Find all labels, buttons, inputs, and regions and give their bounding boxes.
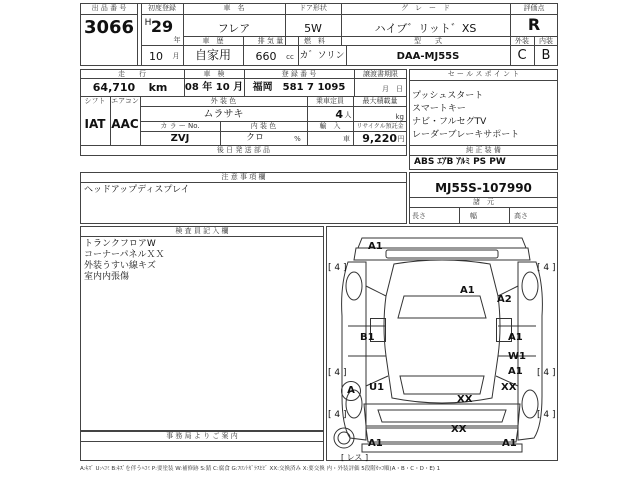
tread-mid-left: [ 4 ] bbox=[328, 368, 347, 378]
tread-front-left: [ 4 ] bbox=[328, 263, 347, 273]
mileage-label: 走 行 bbox=[118, 70, 146, 78]
first-reg-label: 初度登録 bbox=[148, 4, 176, 12]
first-reg-year: 29 bbox=[150, 17, 174, 36]
damage-mark: A1 bbox=[508, 366, 523, 377]
inspector-note-2: コーナーパネルＸＸ bbox=[84, 250, 165, 260]
car-name-label: 車 名 bbox=[223, 4, 245, 12]
color-number: ZVJ bbox=[170, 133, 190, 144]
frame-number: MJ55S-107990 bbox=[435, 181, 532, 195]
sales-point-4: レーダーブレーキサポート bbox=[412, 130, 520, 140]
damage-mark: A1 bbox=[460, 285, 475, 296]
tread-rear-left: [ 4 ] bbox=[328, 410, 347, 420]
damage-mark: A1 bbox=[368, 438, 383, 449]
displacement-label: 排 気 量 bbox=[257, 37, 284, 45]
damage-mark-circled: A bbox=[341, 381, 361, 401]
percent-unit: % bbox=[294, 135, 301, 143]
ext-label: 外装 bbox=[515, 37, 529, 45]
inspector-note-1: トランクフロアW bbox=[84, 239, 156, 249]
equipment: ABS ｴｱB ｱﾙﾐ PS PW bbox=[414, 157, 506, 167]
lot-number: 3066 bbox=[83, 17, 135, 38]
mileage-unit: km bbox=[148, 81, 168, 94]
eval-score: R bbox=[527, 15, 541, 34]
damage-mark: A1 bbox=[368, 241, 383, 252]
model-label: 型 式 bbox=[414, 37, 442, 45]
tread-mid-right: [ 4 ] bbox=[537, 368, 556, 378]
car-name: フレア bbox=[217, 22, 251, 35]
eval-label: 評価点 bbox=[523, 4, 545, 12]
capacity-unit: 人 bbox=[344, 111, 352, 119]
notes-label: 注 意 事 項 欄 bbox=[221, 173, 266, 181]
load-label: 最大積載量 bbox=[362, 97, 398, 105]
damage-mark: A2 bbox=[497, 294, 512, 305]
tread-rear-right: [ 4 ] bbox=[537, 410, 556, 420]
door-label: ドア形状 bbox=[299, 4, 327, 12]
sales-point-3: ナビ・フルセグTV bbox=[412, 117, 487, 127]
registration-number: 福岡 581 7 1095 bbox=[252, 82, 346, 93]
body-color: ムラサキ bbox=[203, 109, 244, 120]
cc-unit: cc bbox=[286, 53, 294, 61]
registration-label: 登 録 番 号 bbox=[281, 70, 317, 78]
equipment-label: 純 正 装 備 bbox=[466, 146, 501, 154]
import-value: 車 bbox=[343, 135, 350, 143]
int-score: B bbox=[541, 48, 551, 63]
first-reg-month: 10 bbox=[149, 50, 163, 63]
inspector-note-3: 外装うすい線キズ bbox=[84, 261, 156, 271]
recycle-label: リサイクル預託金 bbox=[356, 123, 404, 130]
inspector-note-4: 室内内張傷 bbox=[84, 272, 130, 282]
fuel: カ゛ソリン bbox=[299, 51, 345, 61]
era: H bbox=[144, 18, 152, 28]
dims-label: 諸 元 bbox=[473, 198, 494, 206]
grade-label: グ レ ー ド bbox=[401, 4, 450, 12]
displacement: 660 bbox=[255, 50, 277, 63]
sales-point-1: プッシュスタート bbox=[412, 91, 484, 101]
int-label: 内装 bbox=[539, 37, 553, 45]
month-unit: 月 bbox=[172, 52, 180, 60]
inspection-label: 車 検 bbox=[203, 70, 225, 78]
shift-label: シフト bbox=[84, 97, 106, 105]
color-no-label: カ ラ ー No. bbox=[160, 122, 200, 130]
damage-mark: XX bbox=[451, 424, 467, 435]
yen-unit: 円 bbox=[397, 135, 405, 143]
spare-tire-label: [ レス ] bbox=[341, 453, 369, 462]
damage-mark: XX bbox=[501, 382, 517, 393]
damage-mark: U1 bbox=[369, 382, 385, 393]
damage-mark: W1 bbox=[508, 351, 526, 362]
usage: 自家用 bbox=[194, 48, 231, 62]
import-label: 輸 入 bbox=[319, 122, 341, 130]
lot-label: 出 品 番 号 bbox=[91, 4, 127, 12]
capacity-label: 乗車定員 bbox=[316, 97, 344, 105]
damage-mark: A1 bbox=[508, 332, 523, 343]
width-label: 幅 bbox=[470, 212, 477, 220]
parts-label: 後 日 発 送 部 品 bbox=[216, 146, 271, 154]
door-shape: 5W bbox=[304, 22, 322, 35]
transfer-label: 譲渡書期限 bbox=[363, 70, 398, 78]
load-unit: kg bbox=[395, 113, 404, 121]
damage-mark: XX bbox=[457, 394, 473, 405]
mileage: 64,710 bbox=[92, 81, 136, 94]
color-label: 外 装 色 bbox=[210, 97, 237, 105]
shift: IAT bbox=[84, 117, 106, 131]
model: DAA-MJ55S bbox=[396, 51, 460, 62]
tread-front-right: [ 4 ] bbox=[537, 263, 556, 273]
int-color-label: 内 装 色 bbox=[250, 122, 277, 130]
ext-score: C bbox=[517, 48, 527, 63]
grade: ハイブ゛リット゛XS bbox=[374, 22, 477, 35]
recycle-fee: 9,220 bbox=[362, 132, 397, 145]
inspection-date: 08 年 10 月 bbox=[184, 82, 244, 93]
transfer-date: 月 日 bbox=[382, 85, 403, 93]
damage-mark: A1 bbox=[502, 438, 517, 449]
interior-color: クロ bbox=[245, 133, 264, 143]
fuel-label: 燃 料 bbox=[304, 37, 325, 45]
damage-mark: B1 bbox=[360, 332, 375, 343]
office-label: 事 務 局 よ り ご 案 内 bbox=[166, 432, 238, 440]
ac-label: エアコン bbox=[111, 97, 139, 105]
capacity: 4 bbox=[335, 108, 343, 121]
year-unit: 年 bbox=[173, 36, 181, 44]
length-label: 長さ bbox=[412, 212, 426, 220]
usage-label: 車 歴 bbox=[202, 37, 224, 45]
legend: A:ｷｽﾞ U:ﾍｺﾐ B:ｷｽﾞを伴うﾍｺﾐ P:要塗装 W:補修跡 S:錆 C:腐食 G:ﾌﾛﾝﾄｶﾞﾗｽﾋﾋﾞ XX:交換済み X:要交換 内・外装評価 5段階ｶｯｺ順(A・B・C・D・E) 1 bbox=[80, 466, 441, 472]
height-label: 高さ bbox=[514, 212, 528, 220]
sales-point-2: スマートキー bbox=[412, 104, 466, 114]
notes: ヘッドアップディスプレイ bbox=[84, 185, 190, 195]
inspector-label: 検 査 員 記 入 欄 bbox=[175, 227, 229, 235]
air-con: AAC bbox=[111, 117, 139, 131]
sales-point-label: セ ー ル ス ポ イ ン ト bbox=[447, 70, 520, 78]
